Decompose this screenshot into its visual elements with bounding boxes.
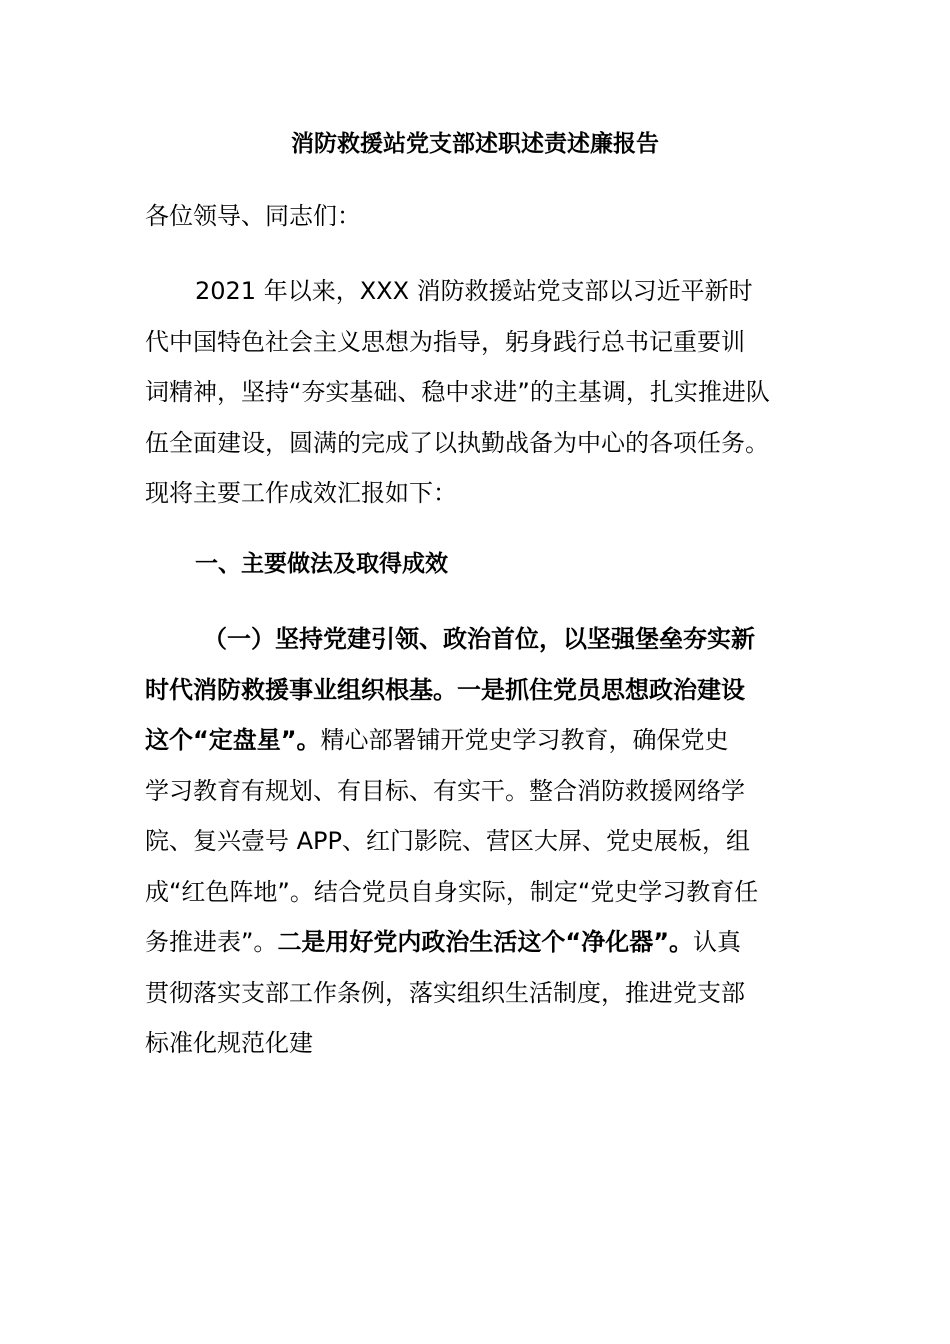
bold-phrase: 二是用好党内政治生活这个“净化器”。 bbox=[277, 928, 693, 956]
intro-line: 现将主要工作成效汇报如下： bbox=[145, 479, 457, 507]
text-run: 认真 bbox=[692, 928, 741, 956]
section1-line: 学习教育有规划、有目标、有实干。整合消防救援网络学 bbox=[145, 776, 745, 805]
section1-line: （一）坚持党建引领、政治首位，以坚强堡垒夯实新 bbox=[203, 625, 755, 653]
text-run: 务推进表”。 bbox=[145, 928, 278, 956]
intro-paragraph bbox=[145, 266, 807, 519]
section-heading: 一、主要做法及取得成效 bbox=[195, 551, 448, 577]
intro-line: 代中国特色社会主义思想为指导，躬身践行总书记重要训 bbox=[145, 327, 745, 356]
section1-line bbox=[145, 917, 807, 968]
section1-line: 时代消防救援事业组织根基。一是抓住党员思想政治建设 bbox=[145, 675, 745, 704]
section1-line: 成“红色阵地”。结合党员自身实际，制定“党史学习教育任 bbox=[145, 877, 759, 906]
section1-line: 贯彻落实支部工作条例，落实组织生活制度，推进党支部 bbox=[145, 978, 745, 1007]
bold-phrase: 这个“定盘星”。 bbox=[145, 726, 321, 754]
intro-line: 2021 年以来，XXX 消防救援站党支部以习近平新时 bbox=[195, 277, 753, 305]
section1-line bbox=[145, 715, 807, 766]
document-title: 消防救援站党支部述职述责述廉报告 bbox=[291, 131, 659, 157]
section1-paragraph bbox=[145, 614, 807, 1069]
text-run: 精心部署铺开党史学习教育，确保党史 bbox=[320, 726, 729, 754]
intro-line: 词精神，坚持“夯实基础、稳中求进”的主基调，扎实推进队 bbox=[145, 378, 770, 406]
intro-line: 伍全面建设，圆满的完成了以执勤战备为中心的各项任务。 bbox=[145, 428, 769, 457]
section1-line: 标准化规范化建 bbox=[145, 1029, 313, 1057]
section1-line: 院、复兴壹号 APP、红门影院、营区大屏、党史展板，组 bbox=[145, 827, 750, 855]
salutation: 各位领导、同志们： bbox=[145, 202, 361, 230]
